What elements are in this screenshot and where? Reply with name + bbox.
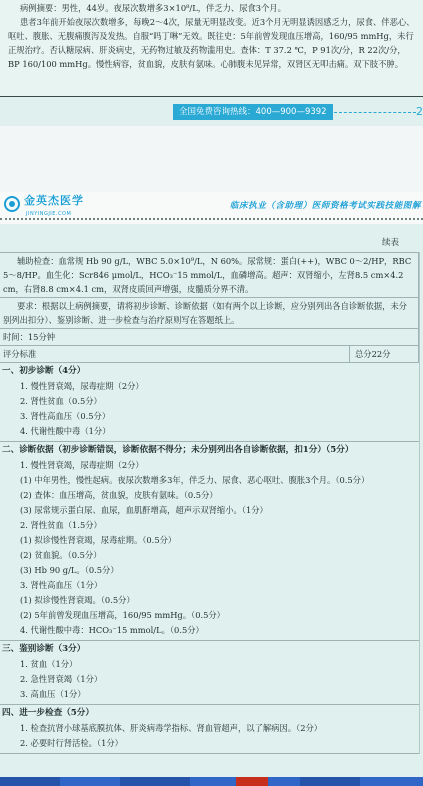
- requirement-text: 要求：根据以上病例摘要，请将初步诊断、诊断依据（如有两个以上诊断，应分别列出各自诊断依据，未分别列出扣分）、鉴别诊断、进一步检查与治疗原则写在答题纸上。: [3, 301, 407, 325]
- section-item: (3) 尿常规示蛋白尿、血尿，血肌酐增高，超声示双肾缩小。（1分）: [20, 505, 268, 515]
- taskbar-app[interactable]: [120, 777, 190, 786]
- hotline-row: [0, 104, 423, 120]
- score-label: 评分标准: [3, 349, 37, 359]
- case-history-paragraph: 患者3年前开始夜尿次数增多，每晚2～4次，尿量无明显改变。近3个月无明显诱因感乏力，尿食、伴恶心、呕吐、腹胀、无腹痛腹泻及发热。自服“吗丁啉”无效。既往史：5年前曾发现血压增高，160/95 mmHg，未行正规治疗。否认糖尿病、肝炎病史，无药物过敏及药物滥用史。查体：T 37.2 ℃，P 91次/分，R 22次/分，BP 160/100 mmHg。慢性病容，贫血貌，皮肤有氨味。心肺腹未见异常，双肾区无叩击痛。双下肢不肿。: [8, 17, 415, 69]
- section-item: (2) 贫血貌。（0.5分）: [20, 550, 102, 560]
- section-item: (1) 中年男性，慢性起病。夜尿次数增多3年，伴乏力、尿食、恶心呕吐、腹胀3个月。（0.5分）: [20, 475, 370, 485]
- logo-subtext: JINYINGJIE.COM: [26, 211, 72, 217]
- book-title: 临床执业（含助理）医师资格考试实践技能图解: [229, 201, 421, 211]
- logo-icon: [4, 196, 20, 212]
- section-item: 2. 必要时行肾活检。（1分）: [20, 738, 123, 748]
- scoring-section: [0, 705, 419, 754]
- taskbar: [0, 777, 423, 786]
- hotline-banner: 全国免费咨询热线：400—900—9392: [173, 104, 333, 120]
- section-item: 1. 慢性肾衰竭，尿毒症期（2分）: [20, 460, 144, 470]
- requirement-cell: [0, 298, 419, 329]
- section-item: (3) Hb 90 g/L。（0.5分）: [20, 565, 119, 575]
- section-item: 3. 高血压（1分）: [20, 689, 86, 699]
- section-title: 三、鉴别诊断（3分）: [2, 644, 86, 654]
- page-gap: [0, 126, 423, 192]
- scoring-section: [0, 363, 419, 442]
- scoring-section: [0, 641, 419, 705]
- case-summary-line: 病例摘要：男性，44岁。夜尿次数增多3×10⁸/L，伴乏力、尿食3个月。: [20, 3, 286, 13]
- section-item: 3. 肾性高血压（0.5分）: [20, 411, 111, 421]
- section-item: (2) 查体：血压增高，贫血貌，皮肤有氨味。（0.5分）: [20, 490, 218, 500]
- section-title: 一、初步诊断（4分）: [2, 366, 86, 376]
- section-item: 2. 肾性贫血（1.5分）: [20, 520, 102, 530]
- score-header-row: [0, 346, 419, 363]
- section-item: 4. 代谢性酸中毒（1分）: [20, 426, 111, 436]
- section-item: 3. 肾性高血压（1分）: [20, 580, 103, 590]
- taskbar-app-active[interactable]: [236, 777, 268, 786]
- hotline-dash-line: [334, 112, 416, 113]
- section-item: 1. 检查抗肾小球基底膜抗体、肝炎病毒学指标、肾血管超声，以了解病因。（2分）: [20, 723, 323, 733]
- section-item: 2. 急性肾衰竭（1分）: [20, 674, 103, 684]
- time-cell: 时间：15分钟: [0, 329, 419, 346]
- aux-exam-text: 辅助检查：血常规 Hb 90 g/L，WBC 5.0×10⁹/L，N 60%。尿常规：蛋白(++)，WBC 0～2/HP，RBC 5～8/HP。血生化：Scr846 μmol/L，HCO₃⁻15 mmol/L，血磷增高。超声：双肾缩小，左肾8.5 cm×4.2 cm，右肾8.8 cm×4.1 cm，双肾皮质回声增强，皮髓质分界不清。: [3, 256, 412, 294]
- page-number-fragment: 2: [416, 105, 423, 118]
- section-item: (1) 拟诊慢性肾衰竭，尿毒症期。（0.5分）: [20, 535, 177, 545]
- continued-label: 续表: [382, 238, 400, 248]
- section-title: 二、诊断依据（初步诊断错误，诊断依据不得分；未分别列出各自诊断依据，扣1分）（5分）: [2, 445, 354, 455]
- scoring-sections: [0, 363, 419, 754]
- section-item: 1. 贫血（1分）: [20, 659, 78, 669]
- total-score: 总分22分: [349, 346, 415, 362]
- header-divider: [0, 218, 423, 220]
- case-table: [0, 252, 420, 754]
- section-item: (2) 5年前曾发现血压增高，160/95 mmHg。（0.5分）: [20, 610, 225, 620]
- section-item: 1. 慢性肾衰竭，尿毒症期（2分）: [20, 381, 144, 391]
- section-title: 四、进一步检查（5分）: [2, 708, 94, 718]
- scoring-section: [0, 442, 419, 641]
- aux-exam-cell: [0, 252, 419, 298]
- taskbar-start[interactable]: [0, 777, 60, 786]
- case-summary-top: [0, 0, 423, 97]
- page-header: [0, 192, 423, 224]
- section-item: 4. 代谢性酸中毒：HCO₃⁻15 mmol/L。（0.5分）: [20, 625, 204, 635]
- section-item: (1) 拟诊慢性肾衰竭。（0.5分）: [20, 595, 135, 605]
- section-item: 2. 肾性贫血（0.5分）: [20, 396, 102, 406]
- logo-text: 金英杰医学: [24, 194, 84, 207]
- taskbar-tray[interactable]: [300, 777, 360, 786]
